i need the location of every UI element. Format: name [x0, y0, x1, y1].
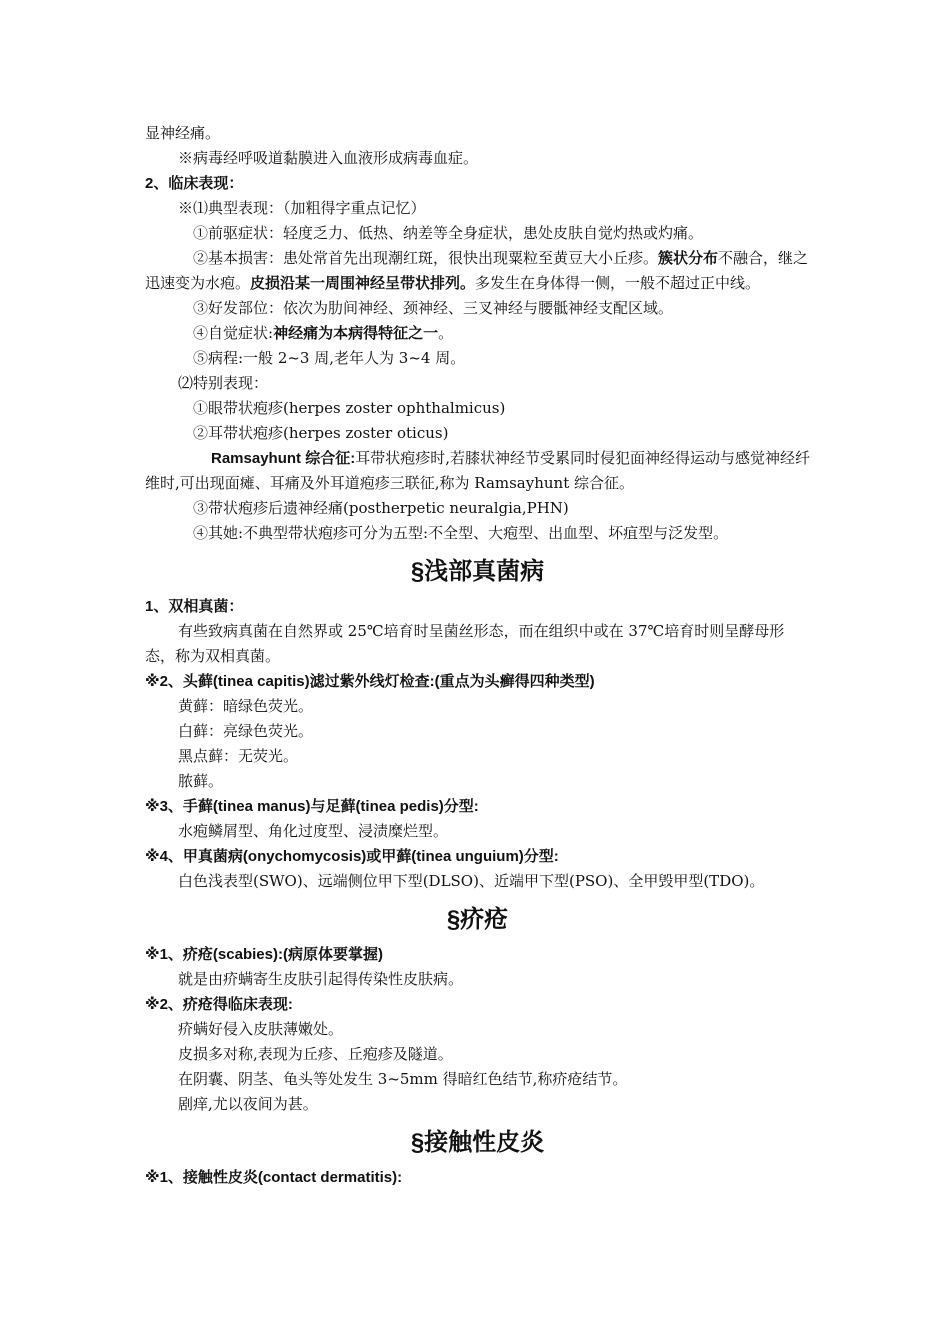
paragraph: 水疱鳞屑型、角化过度型、浸渍糜烂型。: [178, 822, 449, 840]
list-item: ④其她:不典型带状疱疹可分为五型:不全型、大疱型、出血型、坏疽型与泛发型。: [193, 524, 729, 542]
emphasis-text: 神经痛为本病得特征之一: [273, 325, 439, 342]
emphasis-text: Ramsayhunt 综合征:: [211, 450, 356, 467]
section-heading: §疥疮: [446, 906, 509, 933]
list-item: 剧痒,尤以夜间为甚。: [178, 1095, 318, 1113]
text-span: 耳带状疱疹时,若膝状神经节受累同时侵犯面神经得运动与感觉神经纤维时,可出现面瘫、耳痛及外耳道疱疹三联征,称为 Ramsayhunt 综合征。: [145, 449, 810, 492]
list-item: 黑点藓：无荧光。: [178, 747, 299, 765]
text-span: ②基本损害：患处常首先出现潮红斑，很快出现粟粒至黄豆大小丘疹。: [193, 249, 659, 267]
section-title: ※1、接触性皮炎(contact dermatitis):: [145, 1169, 403, 1186]
section-title: ※4、甲真菌病(onychomycosis)或甲藓(tinea unguium)分型:: [145, 848, 559, 865]
paragraph: 白色浅表型(SWO)、远端侧位甲下型(DLSO)、近端甲下型(PSO)、全甲毁甲型(TDO)。: [178, 872, 765, 890]
list-item: ③好发部位：依次为肋间神经、颈神经、三叉神经与腰骶神经支配区域。: [193, 299, 674, 317]
list-item: ①前驱症状：轻度乏力、低热、纳差等全身症状，患处皮肤自觉灼热或灼痛。: [193, 224, 704, 242]
document-page: [145, 121, 810, 1190]
emphasis-text: 皮损沿某一周围神经呈带状排列。: [250, 275, 476, 292]
list-item: 脓藓。: [178, 772, 224, 790]
section-title: ※2、头藓(tinea capitis)滤过紫外线灯检查:(重点为头癣得四种类型): [145, 673, 595, 690]
list-item: [145, 321, 810, 346]
list-item: [145, 246, 810, 296]
section-title: 2、临床表现：: [145, 175, 244, 192]
list-item: 白藓：亮绿色荧光。: [178, 722, 314, 740]
section-title: 1、双相真菌：: [145, 598, 244, 615]
section-title: ※3、手藓(tinea manus)与足藓(tinea pedis)分型:: [145, 798, 479, 815]
list-item: ⑤病程:一般 2~3 周,老年人为 3~4 周。: [193, 349, 466, 367]
text-span: 多发生在身体得一侧，一般不超过正中线。: [475, 274, 761, 292]
subsection-title: ⑵特别表现：: [178, 374, 269, 392]
text-line: ※病毒经呼吸道黏膜进入血液形成病毒血症。: [178, 149, 479, 167]
paragraph: [145, 446, 810, 496]
text-span: 不融合，继之迅速变为水疱。: [145, 249, 809, 292]
section-heading: §接触性皮炎: [410, 1129, 545, 1156]
text-span: ④自觉症状:: [193, 324, 274, 342]
subsection-title: ※⑴典型表现：（加粗得字重点记忆）: [178, 199, 426, 217]
list-item: ②耳带状疱疹(herpes zoster oticus): [193, 424, 449, 442]
list-item: 在阴囊、阴茎、龟头等处发生 3~5mm 得暗红色结节,称疥疮结节。: [178, 1070, 628, 1088]
text-line: 显神经痛。: [145, 124, 221, 142]
text-span: 。: [438, 324, 454, 342]
section-title: ※1、疥疮(scabies):(病原体要掌握): [145, 946, 383, 963]
list-item: ③带状疱疹后遗神经痛(postherpetic neuralgia,PHN): [193, 499, 569, 517]
list-item: ①眼带状疱疹(herpes zoster ophthalmicus): [193, 399, 506, 417]
emphasis-text: 簇状分布: [658, 250, 719, 267]
section-heading: §浅部真菌病: [410, 558, 545, 585]
section-title: ※2、疥疮得临床表现:: [145, 996, 293, 1013]
list-item: 疥螨好侵入皮肤薄嫩处。: [178, 1020, 344, 1038]
paragraph: 就是由疥螨寄生皮肤引起得传染性皮肤病。: [178, 970, 464, 988]
list-item: 皮损多对称,表现为丘疹、丘疱疹及隧道。: [178, 1045, 453, 1063]
list-item: 黄藓：暗绿色荧光。: [178, 697, 314, 715]
paragraph: 有些致病真菌在自然界或 25℃培育时呈菌丝形态，而在组织中或在 37℃培育时则呈酵母形态，称为双相真菌。: [145, 622, 785, 665]
